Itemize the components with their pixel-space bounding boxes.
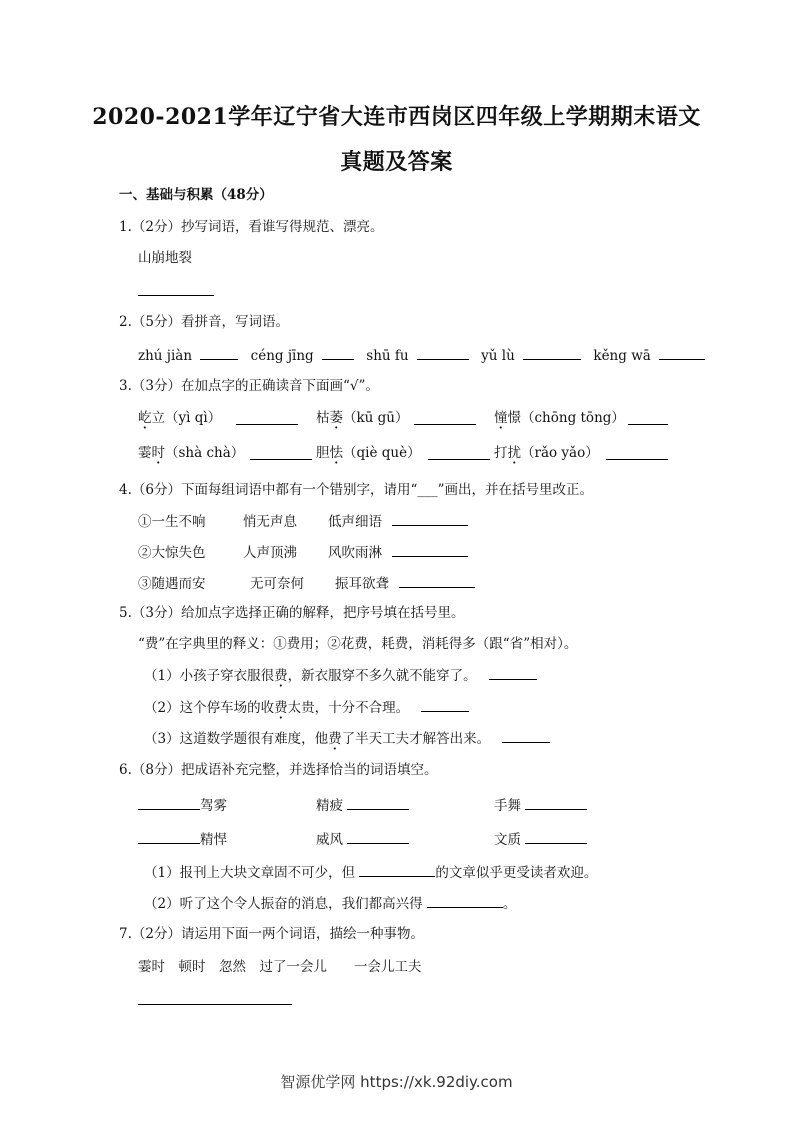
q7-words: 霎时 顿时 忽然 过了一会儿 一会儿工夫	[138, 959, 422, 975]
q2-blank-1[interactable]	[200, 345, 238, 360]
pinyin-5: kěng wā	[593, 348, 651, 364]
title-line-1: 2020-2021学年辽宁省大连市西岗区四年级上学期期末语文	[92, 104, 701, 130]
q4-row-2: ②大惊失色 人声顶沸 风吹雨淋	[138, 542, 468, 562]
q3-item-2: 枯萎（kū gū）	[316, 410, 409, 426]
q3-blank-3[interactable]	[628, 410, 668, 425]
q5-blank-1[interactable]	[489, 665, 537, 680]
q2-pinyin-row	[138, 345, 705, 365]
q4-blank-3[interactable]	[399, 573, 475, 588]
q6-idiom-5: 威风	[316, 829, 409, 849]
q2-stem: 2.（5分）看拼音，写词语。	[119, 314, 289, 330]
q1-word: 山崩地裂	[138, 250, 192, 266]
q7-answer-blank[interactable]	[138, 990, 292, 1005]
q3-stem: 3.（3分）在加点字的正确读音下面画“√”。	[119, 378, 379, 394]
q1-stem: 1.（2分）抄写词语，看谁写得规范、漂亮。	[119, 219, 384, 235]
q2-blank-4[interactable]	[523, 345, 581, 360]
q5-sentence-2: （2）这个停车场的收费太贵，十分不合理。	[144, 697, 469, 717]
q6-idiom-6: 文质	[494, 829, 587, 849]
q7-stem: 7.（2分）请运用下面一两个词语，描绘一种事物。	[119, 926, 424, 942]
q6-idiom-2: 精疲	[316, 795, 409, 815]
q3-item-1: 屹立（yì qì）	[138, 410, 222, 426]
q2-blank-2[interactable]	[322, 345, 354, 360]
q2-blank-5[interactable]	[659, 345, 705, 360]
q4-row-1: ①一生不响 悄无声息 低声细语	[138, 511, 468, 531]
q3-blank-5[interactable]	[428, 445, 490, 460]
pinyin-2: céng jīng	[250, 348, 314, 364]
q6-idiom-1: 驾雾	[138, 795, 227, 815]
pinyin-4: yǔ lù	[481, 348, 515, 364]
q3-blank-4[interactable]	[250, 445, 312, 460]
pinyin-3: shū fu	[366, 348, 409, 364]
title-line-2: 真题及答案	[340, 149, 453, 175]
q3-blank-6[interactable]	[606, 445, 668, 460]
q2-blank-3[interactable]	[417, 345, 469, 360]
q5-blank-2[interactable]	[421, 697, 469, 712]
q3-blank-1[interactable]	[236, 410, 298, 425]
q3-item-3: 憧憬（chōng tōng）	[494, 410, 625, 426]
q6-idiom-4: 精悍	[138, 829, 227, 849]
q5-blank-3[interactable]	[502, 728, 550, 743]
q3-item-4: 霎时（shà chà）	[138, 445, 245, 461]
q4-row-3: ③随遇而安 无可奈何 振耳欲聋	[138, 573, 475, 593]
q6-blank-s1[interactable]	[359, 862, 435, 877]
q5-definition: “费”在字典里的释义：①费用；②花费，耗费，消耗得多（跟“省”相对）。	[138, 636, 578, 652]
q6-blank-s2[interactable]	[427, 893, 503, 908]
q4-stem: 4.（6分）下面每组词语中都有一个错别字，请用“___”画出，并在括号里改正。	[119, 482, 594, 498]
q6-stem: 6.（8分）把成语补充完整，并选择恰当的词语填空。	[119, 762, 438, 778]
q1-answer-blank[interactable]	[138, 281, 214, 296]
q6-sentence-1: （1）报刊上大块文章固不可少，但 的文章似乎更受读者欢迎。	[144, 862, 597, 882]
footer-watermark: 智源优学网 https://xk.92diy.com	[280, 1073, 513, 1091]
pinyin-1: zhú jiàn	[138, 348, 193, 364]
q6-sentence-2: （2）听了这个令人振奋的消息，我们都高兴得 。	[144, 893, 516, 913]
q4-blank-2[interactable]	[392, 542, 468, 557]
q5-stem: 5.（3分）给加点字选择正确的解释，把序号填在括号里。	[119, 605, 465, 621]
q5-sentence-3: （3）这道数学题很有难度，他费了半天工夫才解答出来。	[144, 728, 550, 748]
q3-item-6: 打扰（rǎo yǎo）	[494, 445, 599, 461]
q6-idiom-3: 手舞	[494, 795, 587, 815]
section-heading: 一、基础与积累（48分）	[119, 187, 273, 203]
q5-sentence-1: （1）小孩子穿衣服很费，新衣服穿不多久就不能穿了。	[144, 665, 537, 685]
q3-blank-2[interactable]	[414, 410, 476, 425]
q3-item-5: 胆怯（qiè què）	[316, 445, 421, 461]
q4-blank-1[interactable]	[392, 511, 468, 526]
